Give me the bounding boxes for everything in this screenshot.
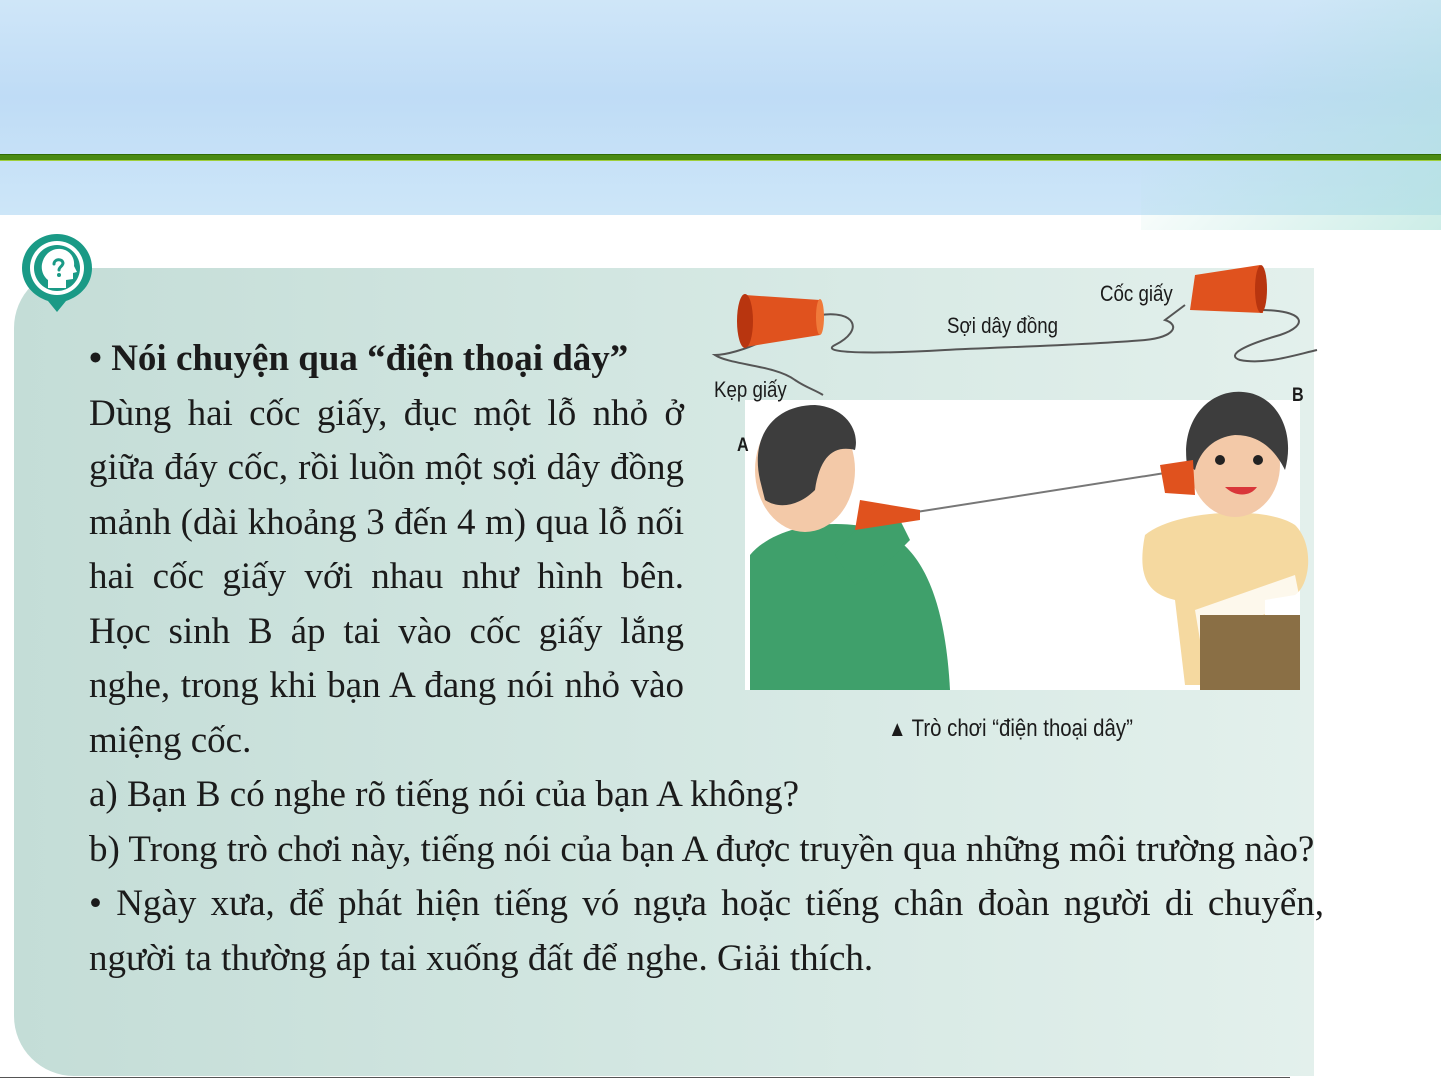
coc-giay-label: Cốc giấy: [1100, 281, 1173, 306]
triangle-marker-icon: ▲: [888, 716, 907, 741]
thinking-head-icon: [18, 230, 96, 314]
left-paper-cup: [737, 294, 824, 348]
question-a: a) Bạn B có nghe rõ tiếng nói của bạn A không?: [89, 774, 800, 815]
activity-heading: • Nói chuyện qua “điện thoại dây”: [89, 338, 629, 379]
page-bottom-rule: [0, 1077, 1290, 1078]
header-divider: [0, 154, 1441, 161]
intro-paragraph: [89, 332, 684, 768]
activity-description: Dùng hai cốc giấy, đục một lỗ nhỏ ở giữa đáy cốc, rồi luồn một sợi dây đồng mảnh (dài khoảng 3 đến 4 m) qua lỗ nối hai cốc giấy với nhau như hình bên. Học sinh B áp tai vào cốc giấy lắng nghe, trong khi bạn A đang nói nhỏ vào miệng cốc.: [89, 392, 684, 761]
kep-giay-label: Kẹp giấy: [714, 377, 787, 402]
figure-caption-text: Trò chơi “điện thoại dây”: [911, 715, 1133, 742]
person-a-label: A: [737, 435, 749, 456]
question-b: b) Trong trò chơi này, tiếng nói của bạn A được truyền qua những môi trường nào?: [89, 828, 1315, 870]
soi-day-dong-label: Sợi dây đồng: [947, 313, 1059, 338]
header-corner-shade: [1141, 0, 1441, 230]
figure-caption: [888, 715, 1133, 743]
question-c: • Ngày xưa, để phát hiện tiếng vó ngựa hoặc tiếng chân đoàn người di chuyển, người ta thường áp tai xuống đất để nghe. Giải thích.: [89, 883, 1324, 979]
questions-block: [89, 768, 1324, 986]
string-telephone-illustration: [705, 255, 1325, 695]
right-paper-cup: [1190, 265, 1267, 313]
slide-header-band: [0, 0, 1441, 215]
person-b-label: B: [1292, 385, 1304, 406]
